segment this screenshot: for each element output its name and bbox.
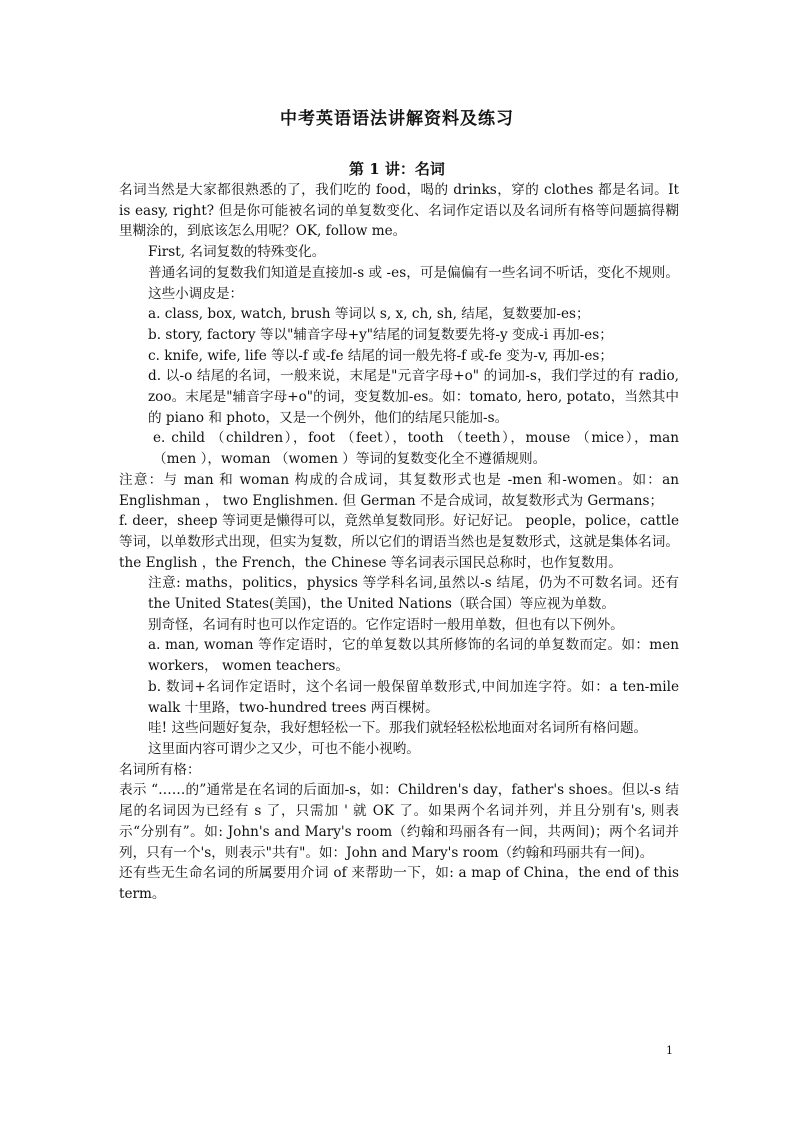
paragraph: 注意: maths，politics，physics 等学科名词,虽然以-s 结尾，仍为不可数名词。还有 the United States(美国)，the United Nations（联合国）等应视为单数。 [148, 575, 679, 613]
paragraph: 这里面内容可谓少之又少，可也不能小视哟。 [148, 740, 420, 757]
document-title: 中考英语语法讲解资料及练习 [280, 109, 514, 129]
paragraph: 还有些无生命名词的所属要用介词 of 来帮助一下，如: a map of China，the end of this term。 [119, 865, 679, 902]
paragraph: 名词当然是大家都很熟悉的了，我们吃的 food，喝的 drinks，穿的 clothes 都是名词。It is easy, right? 但是你可能被名词的单复数变化、名词作定语以及名词所有格等问题搞得糊里糊涂的，到底该怎么用呢？OK, follow me。 [119, 182, 679, 240]
paragraph: First, 名词复数的特殊变化。 [148, 244, 326, 261]
list-item: c. knife, wife, life 等以-f 或-fe 结尾的词一般先将-f 或-fe 变为-v, 再加-es； [148, 347, 613, 364]
paragraph: 注意：与 man 和 woman 构成的合成词，其复数形式也是 -men 和-women。如：an Englishman ， two Englishmen. 但 German 不是合成词，故复数形式为 Germans； [119, 471, 679, 509]
paragraph: 哇! 这些问题好复杂，我好想轻松一下。那我们就轻轻松松地面对名词所有格问题。 [148, 720, 648, 737]
list-item: b. 数词+名词作定语时，这个名词一般保留单数形式,中间加连字符。如：a ten-mile walk 十里路，two-hundred trees 两百棵树。 [148, 678, 679, 716]
list-item: e. child （children），foot （feet），tooth （teeth），mouse （mice），man （men ），woman （women ）等词的复数变化全不遵循规则。 [153, 430, 679, 468]
lesson-title: 第 1 讲：名词 [349, 160, 445, 178]
list-item: b. story, factory 等以"辅音字母+y"结尾的词复数要先将-y 变成-i 再加-es； [148, 326, 613, 343]
list-item: d. 以-o 结尾的名词，一般来说，末尾是"元音字母+o" 的词加-s，我们学过的有 radio, zoo。末尾是"辅音字母+o"的词，变复数加-es。如：tomato, hero, potato，当然其中的 piano 和 photo，又是一个例外，他们的结尾只能加-s。 [148, 368, 679, 426]
paragraph: 表示 “……的”通常是在名词的后面加-s，如：Children's day，father's shoes。但以-s 结尾的名词因为已经有 s 了，只需加 ' 就 OK 了。如果两个名词并列，并且分别有's, 则表示“分别有”。如: John's and Mary's room（约翰和玛丽各有一间，共两间)；两个名词并列，只有一个's，则表示"共有"。如：John and Mary's room（约翰和玛丽共有一间)。 [119, 782, 679, 861]
paragraph: 名词所有格： [119, 761, 201, 778]
paragraph: f. deer，sheep 等词更是懒得可以，竟然单复数同形。好记好记。 people，police，cattle 等词，以单数形式出现，但实为复数，所以它们的谓语当然也是复数形式，这就是集体名词。the English ，the French，the Chinese 等名词表示国民总称时，也作复数用。 [119, 513, 679, 571]
list-item: a. class, box, watch, brush 等词以 s, x, ch, sh, 结尾，复数要加-es； [148, 306, 590, 323]
document-body [119, 180, 679, 905]
page-number: 1 [666, 1044, 673, 1057]
paragraph: 普通名词的复数我们知道是直接加-s 或 -es，可是偏偏有一些名词不听话，变化不规则。这些小调皮是： [148, 264, 679, 302]
list-item: a. man, woman 等作定语时，它的单复数以其所修饰的名词的单复数而定。如：men workers， women teachers。 [148, 637, 679, 675]
paragraph: 别奇怪，名词有时也可以作定语的。它作定语时一般用单数，但也有以下例外。 [148, 616, 624, 633]
